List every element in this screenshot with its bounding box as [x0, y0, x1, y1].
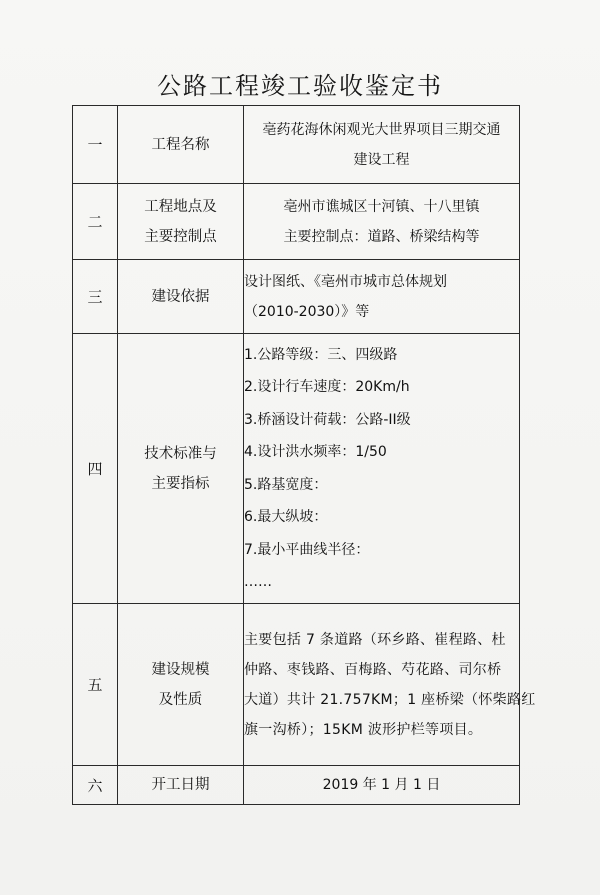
label-line: 主要指标	[151, 475, 210, 492]
content-line: 2.设计行车速度：20Km/h	[244, 379, 410, 395]
row-content	[244, 260, 520, 334]
row-content	[244, 106, 520, 184]
label-line: 工程名称	[151, 136, 210, 153]
label-line: 主要控制点	[144, 228, 217, 245]
label-line: 建设依据	[151, 288, 210, 305]
table-row	[73, 260, 520, 334]
content-line: 仲路、枣钱路、百梅路、芍花路、司尔桥	[244, 661, 502, 678]
document-title: 公路工程竣工验收鉴定书	[157, 72, 443, 100]
content-line: 4.设计洪水频率：1/50	[244, 444, 387, 460]
label-line: 及性质	[158, 691, 203, 708]
content-line: 建设工程	[353, 151, 410, 168]
row-index: 二	[73, 184, 118, 260]
content-line: 5.路基宽度：	[244, 476, 328, 493]
content-line: 旗一沟桥）；15KM 波形护栏等项目。	[244, 721, 483, 738]
label-line: 技术标准与	[144, 445, 217, 462]
row-label	[118, 604, 244, 766]
content-line: 1.公路等级：三、四级路	[244, 346, 398, 363]
content-line: 3.桥涵设计荷载：公路-II级	[244, 411, 411, 428]
row-label	[118, 766, 244, 805]
label-line: 建设规模	[151, 661, 210, 678]
table-row	[73, 184, 520, 260]
row-index: 一	[73, 106, 118, 184]
content-line: ……	[244, 574, 272, 590]
content-line: 6.最大纵坡：	[244, 509, 328, 525]
content-line: 亳州市谯城区十河镇、十八里镇	[283, 198, 480, 215]
row-label	[118, 260, 244, 334]
content-line: 主要控制点：道路、桥梁结构等	[283, 228, 480, 245]
acceptance-form-table	[72, 105, 536, 805]
label-line: 开工日期	[151, 777, 210, 793]
row-index: 六	[73, 766, 118, 805]
row-content	[244, 766, 520, 805]
content-line: 7.最小平曲线半径：	[244, 541, 370, 558]
table-row	[73, 106, 520, 184]
content-line: （2010-2030）》等	[244, 303, 370, 320]
row-index: 四	[73, 334, 118, 604]
table-row	[73, 766, 520, 805]
content-line: 设计图纸、《亳州市城市总体规划	[244, 273, 447, 290]
label-line: 工程地点及	[144, 198, 217, 215]
row-content	[244, 604, 536, 766]
row-index: 五	[73, 604, 118, 766]
table-row	[73, 604, 520, 766]
row-content	[244, 334, 520, 604]
row-index: 三	[73, 260, 118, 334]
row-content	[244, 184, 520, 260]
content-line: 大道）共计 21.757KM；1 座桥梁（怀柴路红	[244, 691, 536, 708]
row-label	[118, 334, 244, 604]
content-line: 主要包括 7 条道路（环乡路、崔程路、杜	[244, 631, 506, 648]
row-label	[118, 184, 244, 260]
table-row	[73, 334, 520, 604]
content-line: 2019 年 1 月 1 日	[322, 777, 441, 793]
row-label	[118, 106, 244, 184]
content-line: 亳药花海休闲观光大世界项目三期交通	[262, 121, 501, 138]
